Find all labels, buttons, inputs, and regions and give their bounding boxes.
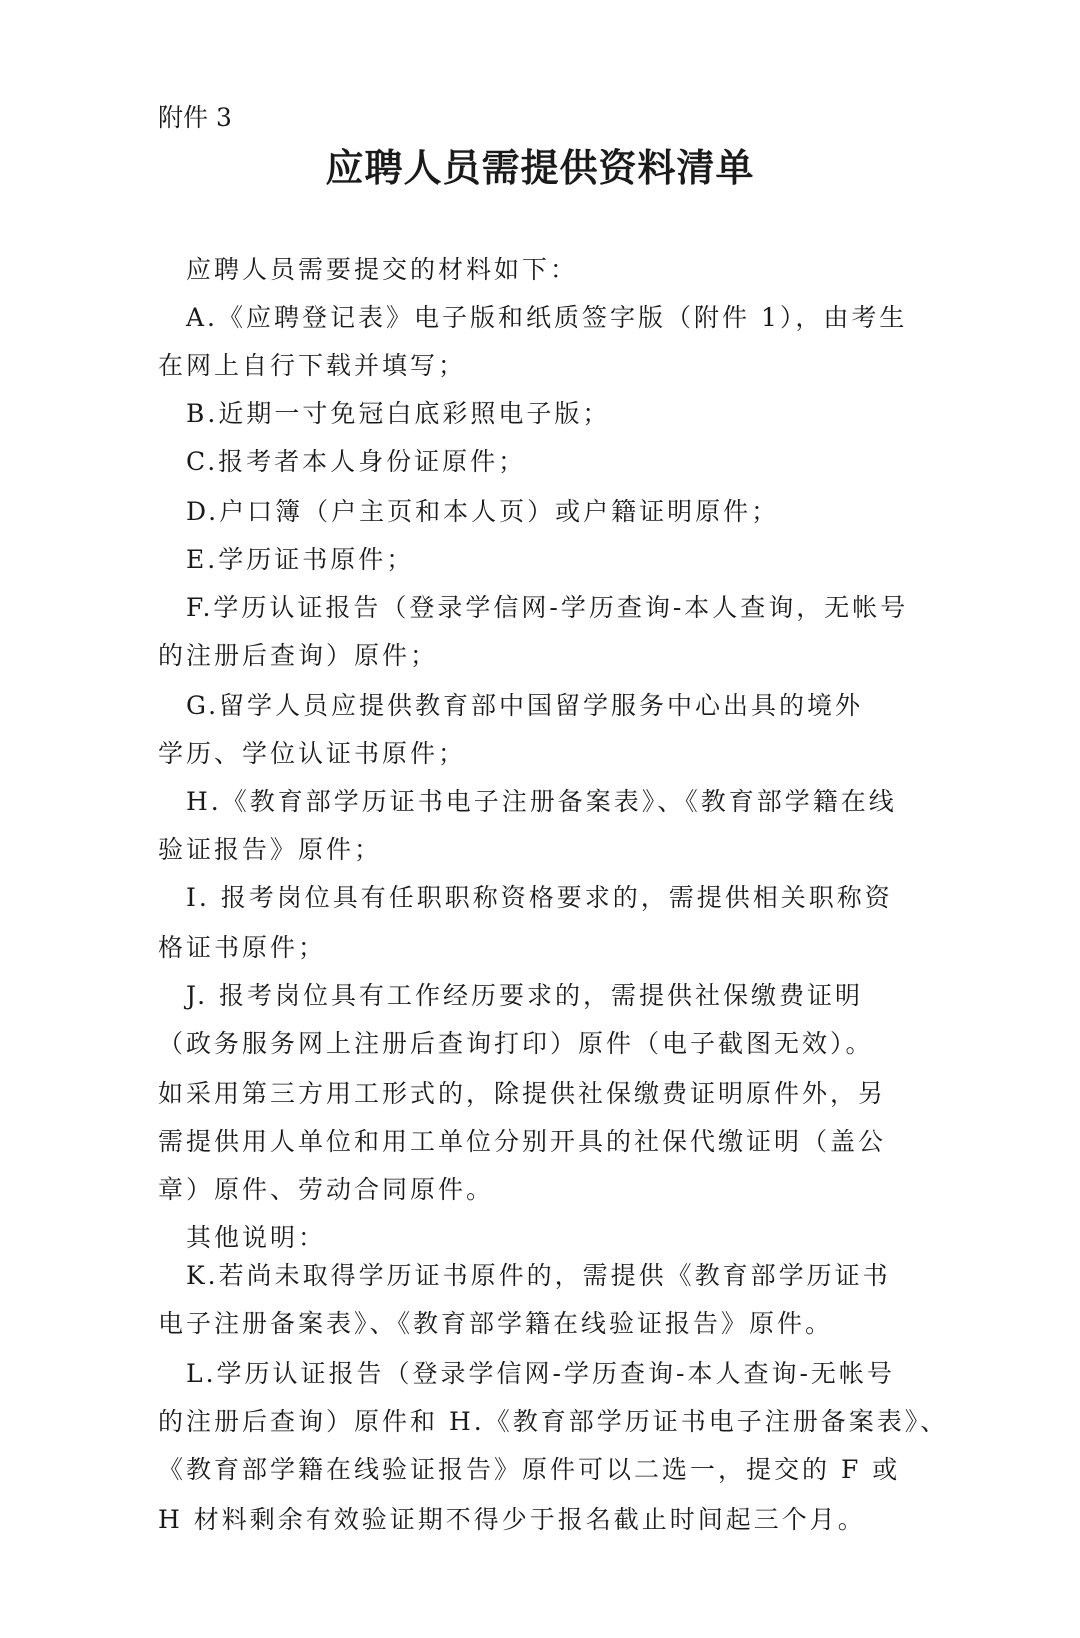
item-j-line-5: 章）原件、劳动合同原件。	[158, 1175, 495, 1204]
item-i-line-1: I. 报考岗位具有任职职称资格要求的，需提供相关职称资	[186, 883, 893, 912]
item-b: B.近期一寸免冠白底彩照电子版；	[186, 399, 611, 428]
item-f-line-1: F.学历认证报告（登录学信网-学历查询-本人查询，无帐号	[186, 593, 909, 622]
document-title: 应聘人员需提供资料清单	[325, 146, 755, 190]
item-e: E.学历证书原件；	[186, 545, 415, 574]
item-j-line-1: J. 报考岗位具有工作经历要求的，需提供社保缴费证明	[186, 981, 863, 1010]
item-h-line-2: 验证报告》原件；	[158, 835, 383, 864]
item-i-line-2: 格证书原件；	[158, 933, 327, 962]
item-h-line-1: H.《教育部学历证书电子注册备案表》、《教育部学籍在线	[186, 787, 897, 816]
item-l-line-2: 的注册后查询）原件和 H.《教育部学历证书电子注册备案表》、	[158, 1407, 949, 1436]
item-c: C.报考者本人身份证原件；	[186, 447, 527, 476]
item-k-line-1: K.若尚未取得学历证书原件的，需提供《教育部学历证书	[186, 1261, 891, 1290]
item-j-line-2: （政务服务网上注册后查询打印）原件（电子截图无效）。	[158, 1029, 874, 1058]
item-a-line-2: 在网上自行下载并填写；	[158, 351, 467, 380]
item-l-line-4: H 材料剩余有效验证期不得少于报名截止时间起三个月。	[158, 1505, 866, 1534]
attachment-label: 附件 3	[158, 103, 232, 132]
item-g-line-2: 学历、学位认证书原件；	[158, 739, 467, 768]
item-d: D.户口簿（户主页和本人页）或户籍证明原件；	[186, 497, 780, 526]
other-notes-heading: 其他说明：	[186, 1223, 327, 1252]
item-j-line-4: 需提供用人单位和用工单位分别开具的社保代缴证明（盖公	[158, 1127, 887, 1156]
intro-line: 应聘人员需要提交的材料如下：	[186, 255, 579, 284]
item-l-line-1: L.学历认证报告（登录学信网-学历查询-本人查询-无帐号	[186, 1359, 895, 1388]
item-l-line-3: 《教育部学籍在线验证报告》原件可以二选一，提交的 F 或	[158, 1455, 901, 1484]
item-j-line-3: 如采用第三方用工形式的，除提供社保缴费证明原件外，另	[158, 1079, 887, 1108]
item-g-line-1: G.留学人员应提供教育部中国留学服务中心出具的境外	[186, 691, 864, 720]
item-f-line-2: 的注册后查询）原件；	[158, 641, 439, 670]
item-k-line-2: 电子注册备案表》、《教育部学籍在线验证报告》原件。	[158, 1309, 834, 1338]
item-a-line-1: A.《应聘登记表》电子版和纸质签字版（附件 1），由考生	[186, 303, 908, 332]
